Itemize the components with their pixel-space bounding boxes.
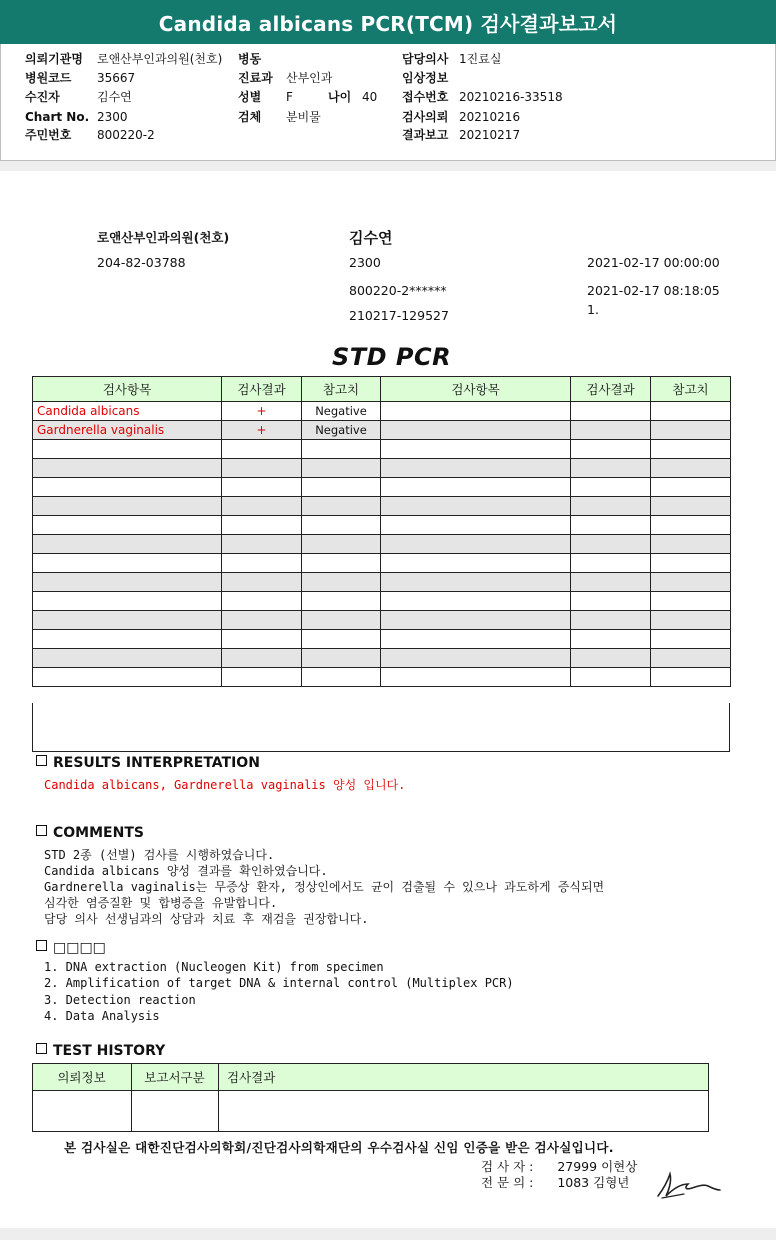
comments-heading-text: COMMENTS xyxy=(53,825,144,841)
results-table xyxy=(32,376,731,687)
header-result-2: 검사결과 xyxy=(571,377,651,402)
checkbox-square-icon xyxy=(36,755,47,766)
table-row xyxy=(33,573,731,592)
table-row xyxy=(33,459,731,478)
method-line: 2. Amplification of target DNA & internal control (Multiplex PCR) xyxy=(44,976,514,990)
test-result: + xyxy=(222,421,302,440)
comment-line: STD 2종 (선별) 검사를 시행하였습니다. xyxy=(44,848,275,862)
separator-bar xyxy=(0,161,776,171)
test-item: Gardnerella vaginalis xyxy=(33,421,222,440)
comment-line: 담당 의사 선생님과의 상담과 치료 후 재검을 권장합니다. xyxy=(44,912,369,926)
header-result: 검사결과 xyxy=(222,377,302,402)
patient-block-date2: 2021-02-17 08:18:05 xyxy=(587,283,720,298)
report-title: Candida albicans PCR(TCM) 검사결과보고서 xyxy=(0,0,776,44)
history-heading-text: TEST HISTORY xyxy=(53,1043,166,1059)
doctor-label: 담당의사 xyxy=(402,52,449,66)
specimen-label: 검체 xyxy=(238,110,262,124)
patient-block-id: 800220-2****** xyxy=(349,283,447,298)
patient-label: 수진자 xyxy=(25,90,60,104)
header-info-panel xyxy=(0,44,776,161)
comment-line: 심각한 염증질환 및 합병증을 유발합니다. xyxy=(44,896,278,910)
empty-cell xyxy=(381,402,571,421)
table-row xyxy=(33,516,731,535)
table-row xyxy=(33,1091,709,1132)
interpretation-heading-text: RESULTS INTERPRETATION xyxy=(53,755,260,771)
history-heading xyxy=(36,1043,165,1059)
header-item-2: 검사항목 xyxy=(381,377,571,402)
checkbox-square-icon xyxy=(36,825,47,836)
specialist-row xyxy=(481,1173,629,1191)
section-title: STD PCR xyxy=(332,343,452,371)
empty-cell xyxy=(381,421,571,440)
results-table-footer xyxy=(32,703,730,752)
age-label: 나이 xyxy=(328,90,352,104)
table-row xyxy=(33,535,731,554)
interpretation-heading xyxy=(36,755,260,771)
tester-label: 검 사 자 : xyxy=(481,1159,534,1174)
request-label: 검사의뢰 xyxy=(402,110,449,124)
table-row xyxy=(33,421,731,440)
hospital-code-value: 35667 xyxy=(97,71,136,85)
checkbox-square-icon xyxy=(36,940,47,951)
history-table xyxy=(32,1063,709,1132)
tester-value: 27999 이현상 xyxy=(557,1159,638,1174)
comment-line: Gardnerella vaginalis는 무증상 환자, 정상인에서도 균이 검출될 수 있으나 과도하게 증식되면 xyxy=(44,880,605,894)
table-row xyxy=(33,649,731,668)
header-reference-2: 참고치 xyxy=(651,377,731,402)
checkbox-square-icon xyxy=(36,1043,47,1054)
hospital-label: 의뢰기관명 xyxy=(25,52,83,66)
ward-label: 병동 xyxy=(238,52,262,66)
test-item: Candida albicans xyxy=(33,402,222,421)
clinical-label: 임상정보 xyxy=(402,71,449,85)
age-value: 40 xyxy=(362,90,378,104)
table-row xyxy=(33,592,731,611)
table-row xyxy=(33,668,731,687)
interpretation-text: Candida albicans, Gardnerella vaginalis 양성 입니다. xyxy=(44,778,406,792)
test-result: + xyxy=(222,402,302,421)
table-row xyxy=(33,554,731,573)
specimen-value: 분비물 xyxy=(286,110,321,124)
certification-statement: 본 검사실은 대한진단검사의학회/진단검사의학재단의 우수검사실 신임 인증을 받은 검사실입니다. xyxy=(64,1140,614,1155)
doctor-value: 1진료실 xyxy=(459,52,502,66)
history-header-request: 의뢰정보 xyxy=(33,1064,132,1091)
report-value: 20210217 xyxy=(459,128,521,142)
method-heading-text: □□□□ xyxy=(53,940,106,956)
specialist-value: 1083 김형년 xyxy=(557,1175,630,1190)
empty-cell xyxy=(651,402,731,421)
hospital-value: 로앤산부인과의원(천호) xyxy=(97,52,223,66)
comments-heading xyxy=(36,825,144,841)
department-label: 진료과 xyxy=(238,71,273,85)
comment-line: Candida albicans 양성 결과를 확인하였습니다. xyxy=(44,864,328,878)
hospital-code-label: 병원코드 xyxy=(25,71,72,85)
test-reference: Negative xyxy=(302,402,381,421)
method-heading xyxy=(36,940,106,956)
patient-block-page: 1. xyxy=(587,302,599,317)
method-line: 3. Detection reaction xyxy=(44,993,196,1007)
empty-cell xyxy=(651,421,731,440)
specialist-label: 전 문 의 : xyxy=(481,1175,534,1190)
receipt-label: 접수번호 xyxy=(402,90,449,104)
method-line: 1. DNA extraction (Nucleogen Kit) from specimen xyxy=(44,960,384,974)
test-reference: Negative xyxy=(302,421,381,440)
department-value: 산부인과 xyxy=(286,71,333,85)
id-label: 주민번호 xyxy=(25,128,72,142)
patient-block-hospital: 로앤산부인과의원(천호) xyxy=(97,230,230,245)
patient-block-chart: 2300 xyxy=(349,255,381,270)
table-row xyxy=(33,478,731,497)
table-row xyxy=(33,440,731,459)
signature-image xyxy=(654,1162,724,1202)
table-row xyxy=(33,402,731,421)
method-line: 4. Data Analysis xyxy=(44,1009,160,1023)
chart-label: Chart No. xyxy=(25,110,90,124)
receipt-value: 20210216-33518 xyxy=(459,90,563,104)
sex-label: 성별 xyxy=(238,90,262,104)
bottom-bar xyxy=(0,1228,776,1240)
empty-cell xyxy=(571,421,651,440)
report-label: 결과보고 xyxy=(402,128,449,142)
table-row xyxy=(33,611,731,630)
empty-cell xyxy=(571,402,651,421)
history-header-row xyxy=(33,1064,709,1091)
table-row xyxy=(33,630,731,649)
id-value: 800220-2 xyxy=(97,128,155,142)
patient-block-specimen-no: 210217-129527 xyxy=(349,308,449,323)
chart-value: 2300 xyxy=(97,110,128,124)
patient-value: 김수연 xyxy=(97,90,132,104)
table-row xyxy=(33,497,731,516)
header-item: 검사항목 xyxy=(33,377,222,402)
results-header-row xyxy=(33,377,731,402)
history-header-report-type: 보고서구분 xyxy=(132,1064,219,1091)
history-header-result: 검사결과 xyxy=(219,1064,709,1091)
patient-block-date1: 2021-02-17 00:00:00 xyxy=(587,255,720,270)
request-value: 20210216 xyxy=(459,110,521,124)
patient-block-name: 김수연 xyxy=(349,229,393,247)
sex-value: F xyxy=(286,90,293,104)
patient-block-registration: 204-82-03788 xyxy=(97,255,186,270)
header-reference: 참고치 xyxy=(302,377,381,402)
